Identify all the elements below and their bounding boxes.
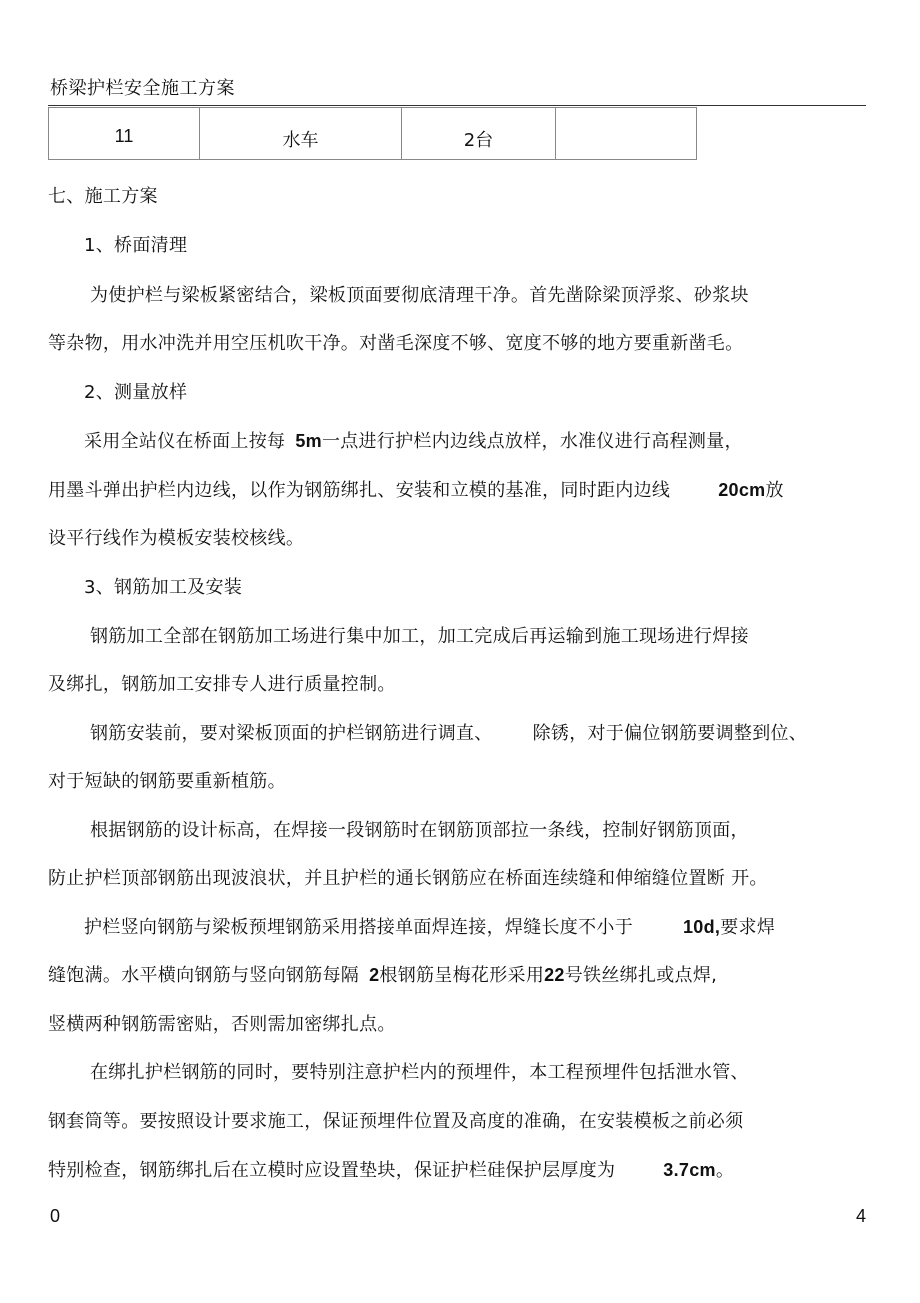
s1-paragraph-line: 等杂物，用水冲洗并用空压机吹干净。对凿毛深度不够、宽度不够的地方要重新凿毛。 xyxy=(48,333,744,354)
s3-paragraph-line: 及绑扎，钢筋加工安排专人进行质量控制。 xyxy=(48,674,396,695)
measure-value: 5m xyxy=(295,431,322,451)
measure-value: 3.7cm xyxy=(663,1160,716,1180)
s3-paragraph-line xyxy=(48,1156,734,1182)
s3-paragraph-line: 防止护栏顶部钢筋出现波浪状，并且护栏的通长钢筋应在桥面连续缝和伸缩缝位置断 开。 xyxy=(48,868,768,889)
s3-paragraph-line: 钢套筒等。要按照设计要求施工，保证预埋件位置及高度的准确，在安装模板之前必须 xyxy=(48,1111,744,1132)
subsection-1-title: 1、桥面清理 xyxy=(84,235,188,256)
s3-paragraph-line: 竖横两种钢筋需密贴，否则需加密绑扎点。 xyxy=(48,1014,396,1035)
cell-no-text: 11 xyxy=(114,126,134,146)
cell-quantity-text: 2台 xyxy=(463,130,494,151)
s2-paragraph-line: 设平行线作为模板安装校核线。 xyxy=(48,528,305,549)
text-segment: 放 xyxy=(765,480,784,501)
equipment-table xyxy=(48,107,697,160)
text-segment: 缝饱满。水平横向钢筋与竖向钢筋每隔 xyxy=(48,965,360,986)
s3-paragraph-line: 根据钢筋的设计标高，在焊接一段钢筋时在钢筋顶部拉一条线，控制好钢筋顶面， xyxy=(90,820,749,841)
s3-paragraph-line: 在绑扎护栏钢筋的同时，要特别注意护栏内的预埋件，本工程预埋件包括泄水管、 xyxy=(90,1062,749,1083)
s3-paragraph-line xyxy=(48,961,717,987)
cell-name xyxy=(200,108,402,160)
header-divider xyxy=(48,105,866,106)
section-title: 七、施工方案 xyxy=(48,186,158,207)
text-segment: 根钢筋呈梅花形采用 xyxy=(379,965,545,986)
s2-paragraph-line xyxy=(48,476,784,502)
cell-remark xyxy=(556,108,697,160)
subsection-3-title: 3、钢筋加工及安装 xyxy=(84,577,243,598)
cell-name-text: 水车 xyxy=(282,130,319,151)
text-segment: 用墨斗弹出护栏内边线，以作为钢筋绑扎、安装和立模的基准，同时距内边线 xyxy=(48,480,671,501)
text-segment: 钢筋安装前，要对梁板顶面的护栏钢筋进行调直、 xyxy=(90,723,493,744)
text-segment: 特别检查，钢筋绑扎后在立模时应设置垫块，保证护栏硅保护层厚度为 xyxy=(48,1160,616,1181)
cell-remark-text xyxy=(556,108,696,126)
text-segment: 一点进行护栏内边线点放样，水准仪进行高程测量， xyxy=(321,431,743,452)
cell-quantity xyxy=(402,108,556,160)
page-number: 4 xyxy=(856,1206,867,1226)
text-segment: 要求焊 xyxy=(720,917,776,938)
s1-paragraph-line: 为使护栏与梁板紧密结合，梁板顶面要彻底清理干净。首先凿除梁顶浮浆、砂浆块 xyxy=(90,285,749,306)
s3-paragraph-line xyxy=(90,719,807,745)
measure-value: 20cm xyxy=(718,480,766,500)
s3-paragraph-line: 钢筋加工全部在钢筋加工场进行集中加工，加工完成后再运输到施工现场进行焊接 xyxy=(90,626,749,647)
text-segment: 护栏竖向钢筋与梁板预埋钢筋采用搭接单面焊连接，焊缝长度不小于 xyxy=(84,917,633,938)
s2-paragraph-line xyxy=(84,427,743,453)
document-header-title: 桥梁护栏安全施工方案 xyxy=(50,78,235,99)
cell-no xyxy=(49,108,200,160)
footer-left-number: 0 xyxy=(50,1206,61,1226)
s3-paragraph-line xyxy=(84,913,775,939)
measure-value: 2 xyxy=(369,965,380,985)
measure-value: 10d, xyxy=(683,917,721,937)
s3-paragraph-line: 对于短缺的钢筋要重新植筋。 xyxy=(48,771,286,792)
measure-value: 22 xyxy=(544,965,565,985)
text-segment: 。 xyxy=(715,1160,735,1181)
text-segment: 除锈，对于偏位钢筋要调整到位、 xyxy=(532,723,808,744)
subsection-2-title: 2、测量放样 xyxy=(84,382,188,403)
text-segment: 号铁丝绑扎或点焊, xyxy=(564,965,718,986)
text-segment: 采用全站仪在桥面上按每 xyxy=(84,431,286,452)
table-row xyxy=(49,108,697,160)
